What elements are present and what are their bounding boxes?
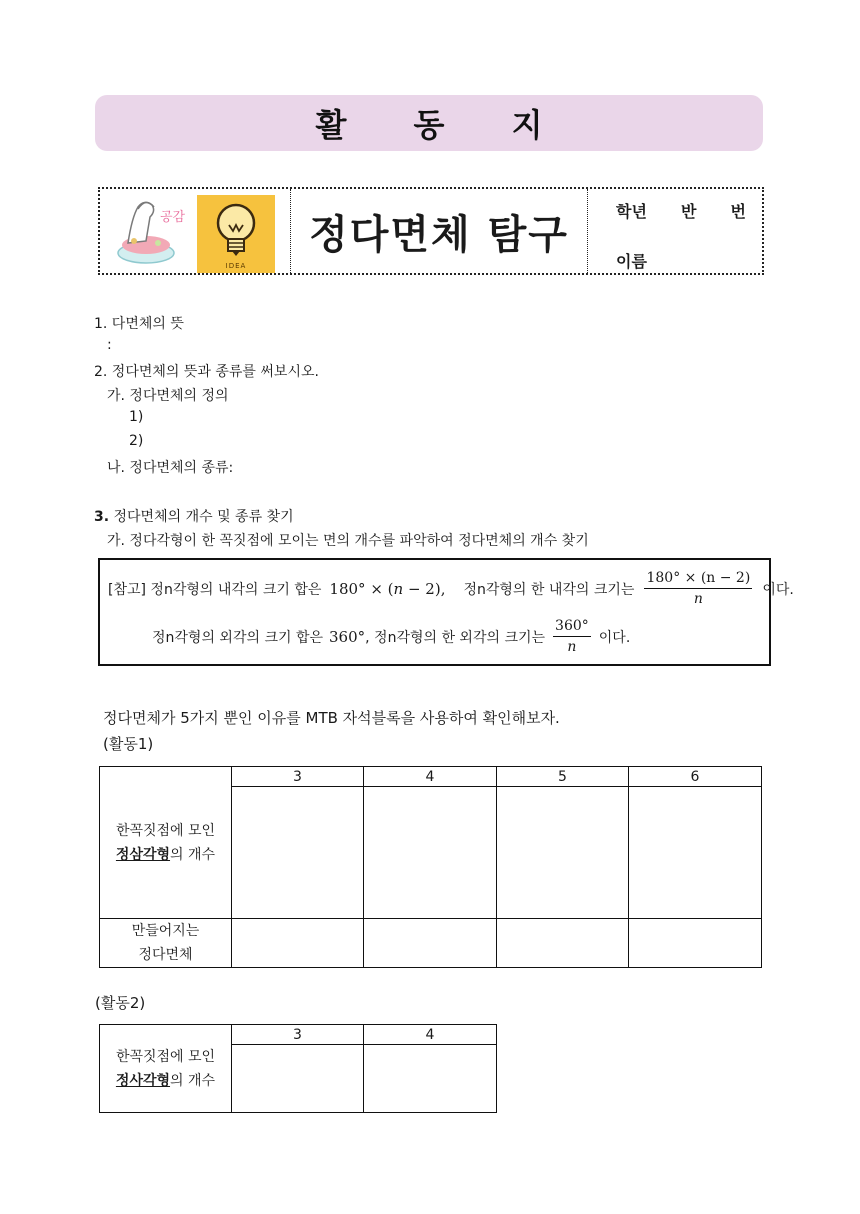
activity-1-label: (활동1): [103, 735, 154, 753]
question-2a-2: 2): [129, 433, 144, 449]
question-1-answer: :: [107, 337, 112, 353]
column-header: 3: [232, 1025, 364, 1045]
question-3a: 가. 정다각형이 한 꼭짓점에 모이는 면의 개수를 파악하여 정다면체의 개수 찾기: [107, 533, 589, 549]
column-header: 5: [497, 767, 629, 787]
answer-cell[interactable]: [364, 787, 497, 919]
answer-cell[interactable]: [232, 919, 364, 968]
question-3-number: 3.: [94, 509, 110, 525]
activity-2-label: (활동2): [95, 994, 146, 1012]
answer-cell[interactable]: [629, 919, 762, 968]
note-interior-sum-text: [참고] 정n각형의 내각의 크기 합은: [108, 581, 322, 598]
activity-1-table: [99, 766, 762, 968]
answer-cell[interactable]: [232, 1045, 364, 1113]
question-2a-1: 1): [129, 409, 144, 425]
note-exterior-angle-text: , 정n각형의 한 외각의 크기는: [365, 629, 546, 646]
answer-cell[interactable]: [497, 919, 629, 968]
column-header: 4: [364, 767, 497, 787]
column-header: 3: [232, 767, 364, 787]
row-label-polyhedron: 만들어지는 정다면체: [100, 919, 232, 968]
logo-area: [100, 189, 291, 273]
answer-cell[interactable]: [364, 919, 497, 968]
row-label-squares: 한꼭짓점에 모인 정사각형의 개수: [100, 1025, 232, 1113]
column-header: 6: [629, 767, 762, 787]
question-1: 1. 다면체의 뜻: [94, 316, 184, 332]
number-label: 번: [730, 202, 746, 221]
student-info: [588, 189, 762, 273]
note-interior-angle-text: 정n각형의 한 내각의 크기는: [463, 581, 635, 598]
svg-text:공감: 공감: [160, 210, 186, 225]
answer-cell[interactable]: [232, 787, 364, 919]
note-exterior-sum-formula: 360°: [329, 627, 366, 646]
note-line-2: 정n각형의 외각의 크기 합은 360° , 정n각형의 한 외각의 크기는 $\frac{360^\circ}{n}$ 이다.: [152, 618, 631, 655]
lightbulb-icon: [197, 195, 275, 265]
name-label: 이름: [616, 252, 647, 271]
column-header: 4: [364, 1025, 497, 1045]
answer-cell[interactable]: [629, 787, 762, 919]
exterior-angle-fraction: $\frac{360^\circ}{n}$: [555, 618, 589, 655]
question-2: 2. 정다면체의 뜻과 종류를 써보시오.: [94, 364, 319, 380]
answer-cell[interactable]: [364, 1045, 497, 1113]
note-line-1: [참고] 정n각형의 내각의 크기 합은 180° × (n − 2), 정n각형의 한 내각의 크기는 $\frac{180^\circ \times (n - 2)}{n}$ 이다.: [108, 570, 794, 607]
header-box: [98, 187, 764, 275]
answer-cell[interactable]: [497, 787, 629, 919]
reference-note: [98, 558, 794, 666]
class-label: 반: [680, 202, 697, 221]
row-label-triangles: 한꼭짓점에 모인 정삼각형의 개수: [100, 767, 232, 919]
note-interior-sum-formula: 180° × (n − 2),: [329, 579, 446, 598]
question-2a: 가. 정다면체의 정의: [107, 388, 229, 404]
activity-2-table: [99, 1024, 497, 1113]
question-2b: 나. 정다면체의 종류:: [107, 460, 234, 476]
note-exterior-sum-text: 정n각형의 외각의 크기 합은: [152, 629, 323, 646]
kong-logo-icon: [116, 197, 192, 267]
question-3-text: 정다면체의 개수 및 종류 찾기: [109, 509, 294, 525]
grade-label: 학년: [616, 202, 647, 221]
idea-logo-text: IDEA: [225, 262, 247, 270]
interior-angle-fraction: $\frac{180^\circ \times (n - 2)}{n}$: [646, 570, 751, 607]
question-3: [94, 506, 294, 526]
topic-title: 정다면체 탐구: [291, 189, 588, 273]
idea-logo: [197, 195, 275, 273]
worksheet-title: 활 동 지: [95, 95, 763, 151]
activity-intro: 정다면체가 5가지 뿐인 이유를 MTB 자석블록을 사용하여 확인해보자.: [103, 709, 560, 727]
